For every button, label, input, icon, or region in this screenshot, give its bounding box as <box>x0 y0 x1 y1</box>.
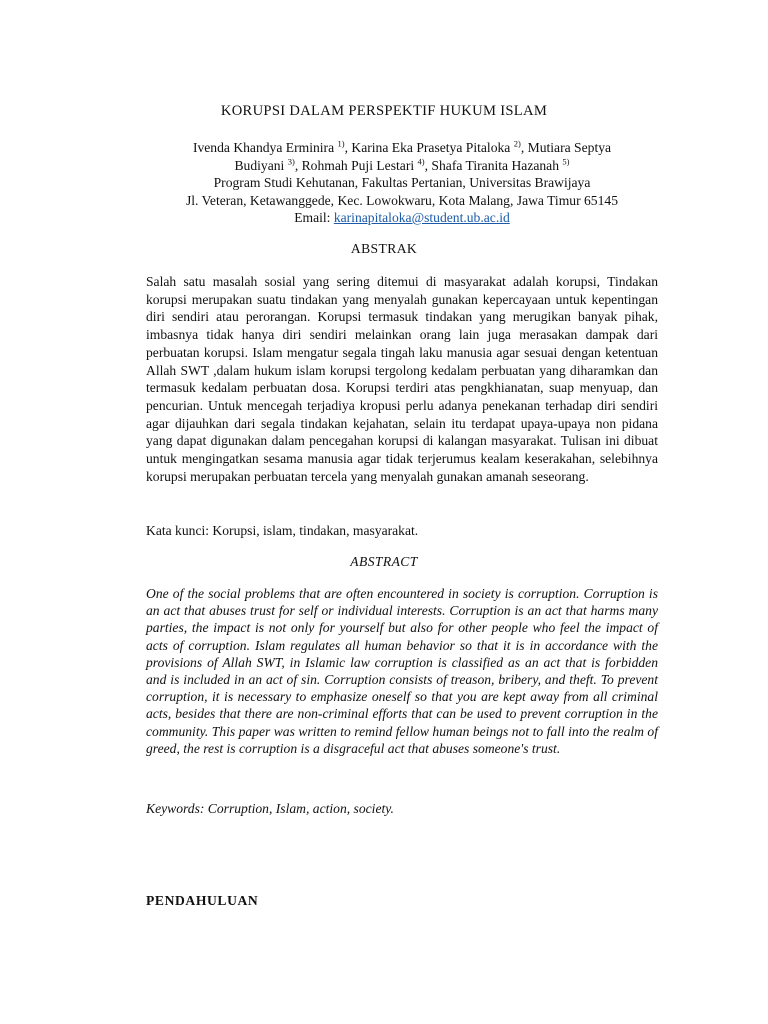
author-text: , Karina Eka Prasetya Pitaloka <box>344 140 514 155</box>
author-text: , Rohmah Puji Lestari <box>294 157 418 173</box>
author-line-2 <box>146 157 658 175</box>
abstract-body: One of the social problems that are often encountered in society is corruption. Corruption is an act that abuses trust for self or individual interests. Corruption is an act that harms many parties, the impact is not only for yourself but also for other people who feel the impact of acts of corruption. Islam regulates all human behavior so that it is in accordance with the provisions of Allah SWT, in Islamic law corruption is classified as an act that is forbidden and is included in an act of sin. Corruption consists of treason, bribery, and theft. To prevent corruption, it is necessary to emphasize oneself so that you are kept away from all criminal acts, besides that there are non-criminal efforts that can be used to prevent corruption in the community. This paper was written to remind fellow human beings not to fall into the realm of greed, the rest is corruption is a disgraceful act that abuses someone's trust. <box>146 586 658 756</box>
email-link[interactable]: karinapitaloka@student.ub.ac.id <box>333 210 510 225</box>
abstrak-keywords-block <box>146 523 658 539</box>
author-superscript: 1) <box>337 138 345 149</box>
author-superscript: 3) <box>287 155 295 166</box>
author-line-1 <box>146 139 658 157</box>
author-superscript: 4) <box>417 155 425 166</box>
section-heading-pendahuluan: PENDAHULUAN <box>146 893 259 908</box>
author-text: , Shafa Tiranita Hazanah <box>424 157 563 173</box>
author-text: Budiyani <box>234 157 288 173</box>
author-superscript: 2) <box>513 138 521 149</box>
email-line <box>146 209 658 227</box>
author-text: , Mutiara Septya <box>520 140 612 155</box>
address: Jl. Veteran, Ketawanggede, Kec. Lowokwaru, Kota Malang, Jawa Timur 65145 <box>185 192 618 208</box>
author-superscript: 5) <box>562 155 570 166</box>
author-text: Ivenda Khandya Erminira <box>192 140 338 155</box>
abstrak-body: Salah satu masalah sosial yang sering ditemui di masyarakat adalah korupsi, Tindakan korupsi merupakan suatu tindakan yang menyalah gunakan kepercayaan untuk kepentingan diri sendiri atau perorangan. Korupsi termasuk tindakan yang merugikan banyak pihak, imbasnya tidak hanya diri sendiri melainkan orang lain juga merasakan dampak dari perbuatan korupsi. Islam mengatur segala tingah laku manusia agar sesuai dengan ketentuan Allah SWT ,dalam hukum islam korupsi tergolong kedalam perbuatan yang diharamkan dan termasuk kedalam perbuatan dosa. Korupsi terdiri atas pengkhianatan, suap menyuap, dan pencurian. Untuk mencegah terjadiya kropusi perlu adanya penekanan terhadap diri sendiri agar dijauhkan dari segala tindakan kejahatan, selain itu terdapat upaya-upaya non pidana yang dapat digunakan dalam pencegahan korupsi di kalangan masyarakat. Tulisan ini dibuat untuk mengingatkan sesama manusia agar tidak terjerumus kealam keserakahan, selebihnya korupsi merupakan perbuatan tercela yang menyalah gunakan amanah seseorang. <box>146 274 658 484</box>
affiliation: Program Studi Kehutanan, Fakultas Pertanian, Universitas Brawijaya <box>213 175 591 190</box>
author-block <box>146 139 658 227</box>
abstract-keywords: Keywords: Corruption, Islam, action, society. <box>146 801 394 816</box>
abstract-heading: ABSTRACT <box>350 554 418 569</box>
email-label: Email: <box>294 210 334 225</box>
abstrak-keywords: Kata kunci: Korupsi, islam, tindakan, masyarakat. <box>146 523 419 538</box>
paper-title: KORUPSI DALAM PERSPEKTIF HUKUM ISLAM <box>220 103 548 119</box>
abstract-keywords-block <box>146 801 658 817</box>
abstrak-heading: ABSTRAK <box>350 241 418 256</box>
abstrak-section <box>146 273 658 485</box>
abstract-section <box>146 585 658 757</box>
